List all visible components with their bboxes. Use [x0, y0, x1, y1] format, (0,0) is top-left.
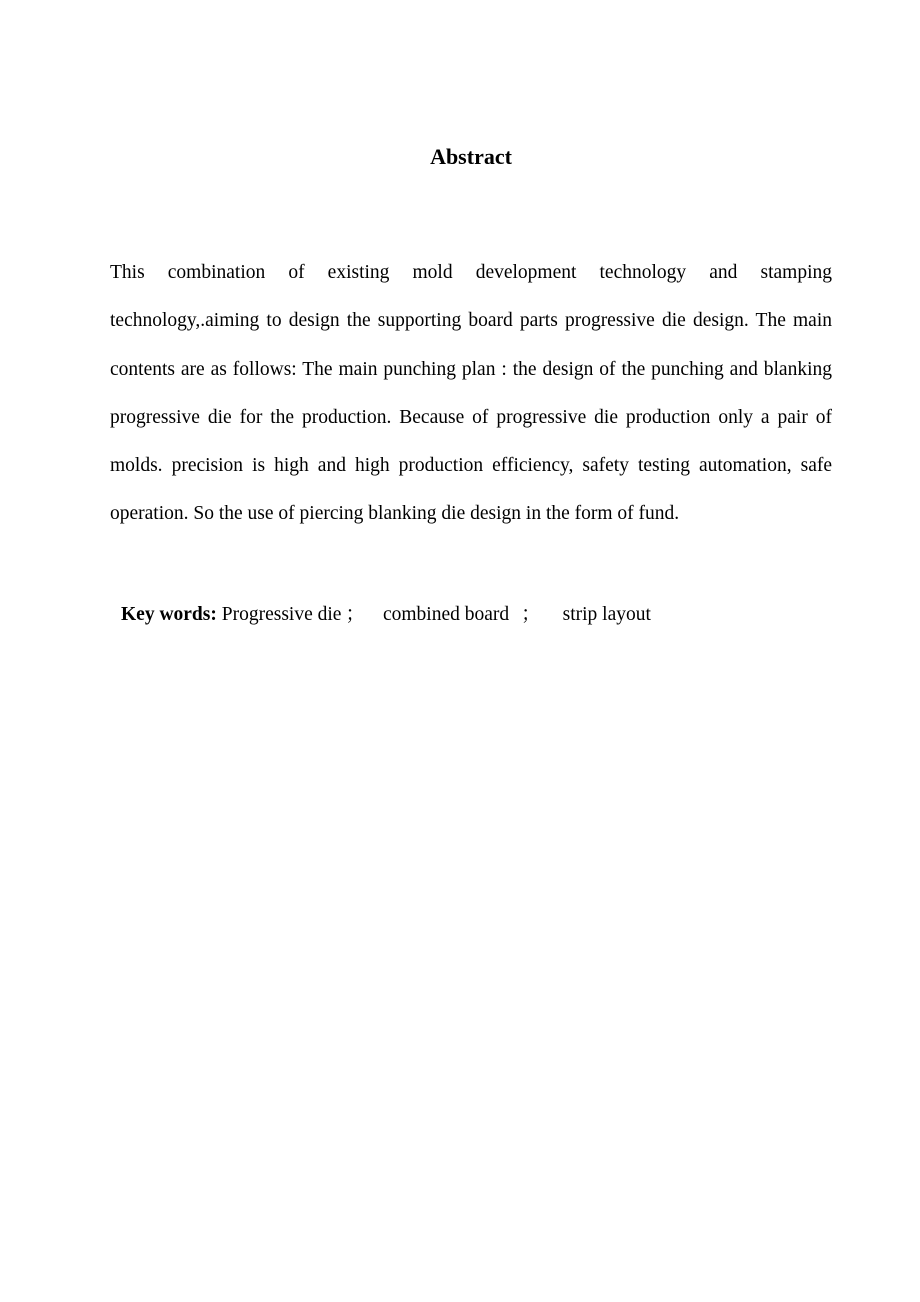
- keyword-item: strip layout: [562, 604, 651, 625]
- keyword-separator: ；: [345, 604, 365, 625]
- abstract-paragraph: This combination of existing mold development technology and stamping technology,.aiming to design the supporting board parts progressive die design. The main contents are as follows: The main punching plan : the design of the punching and blanking progressive die for the production. Because of progressive die production only a pair of molds. precision is high and high production efficiency, safety testing automation, safe operation. So the use of piercing blanking die design in the form of fund.: [110, 262, 832, 525]
- keywords-line: [121, 600, 841, 630]
- keyword-item: Progressive die: [221, 604, 342, 625]
- keyword-item: combined board: [382, 604, 510, 625]
- keyword-separator: ；: [521, 604, 541, 625]
- keywords-label: Key words:: [121, 604, 217, 625]
- abstract-title: Abstract: [430, 144, 512, 169]
